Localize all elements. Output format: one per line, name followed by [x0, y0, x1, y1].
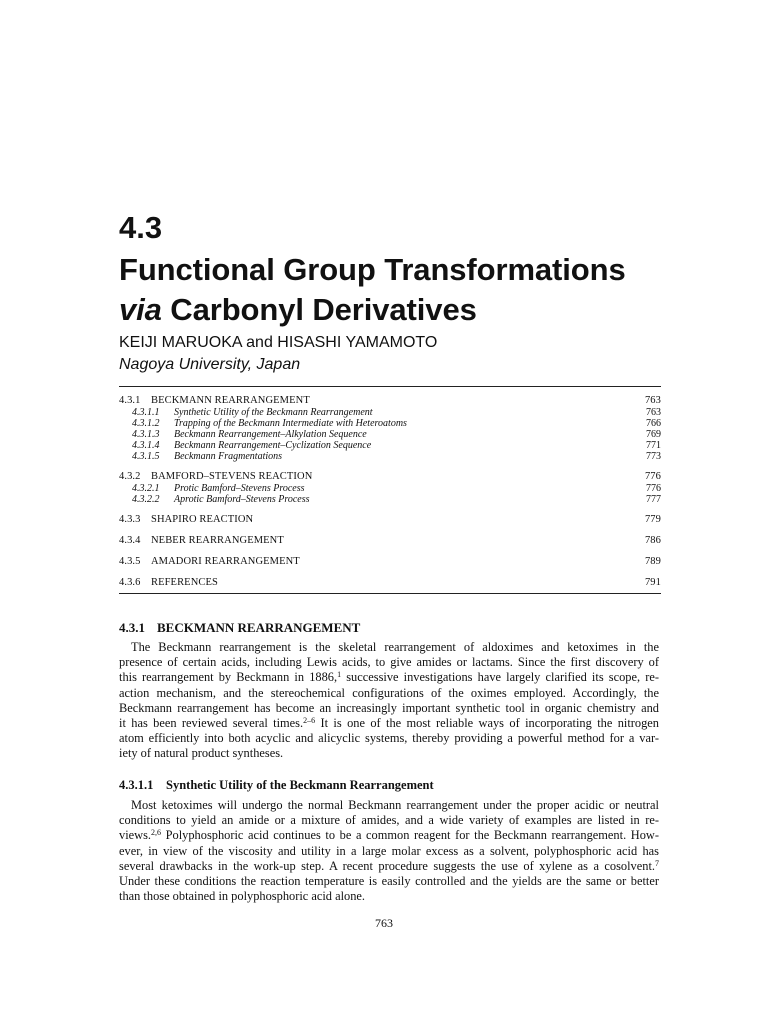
- toc-entry[interactable]: [119, 513, 661, 526]
- toc-subentry[interactable]: 4.3.2.1 Protic Bamford–Stevens Process 776: [132, 483, 661, 494]
- toc-page-number: 789: [644, 556, 661, 567]
- subsection-paragraph: Most ketoximes will undergo the normal Beckmann rearrangement under the proper acidic or neutral conditions to yield an amide or a mixture of amides, and a wide variety of examples are listed in re- views.$^{2,6}$ Polyphosphoric acid continues to be a common reagent for the Beckmann rearrangement. How- ever, in view of the viscosity and utility in a large molar excess as a solvent, polyphosphoric acid has several drawbacks in the work-up step. A recent procedure suggests the use of xylene as a cosolvent.$^7$ Under these conditions the reaction temperature is easily controlled and the yields are the same or better than those obtained in polyphosphoric acid alone.: [119, 798, 659, 904]
- chapter-number: 4.3: [119, 210, 163, 245]
- chapter-title-italic-word: via: [119, 292, 162, 327]
- toc-entry-label: 4.3.1 BECKMANN REARRANGEMENT: [119, 395, 310, 406]
- toc-subentry[interactable]: 4.3.1.2 Trapping of the Beckmann Intermediate with Heteroatoms 766: [132, 418, 661, 429]
- toc-entry[interactable]: [119, 470, 661, 483]
- toc-page-number: 771: [646, 440, 661, 451]
- section-heading: 4.3.1 BECKMANN REARRANGEMENT: [119, 620, 361, 635]
- toc-page-number: 776: [644, 471, 661, 482]
- subsection-heading: 4.3.1.1 Synthetic Utility of the Beckmann Rearrangement: [119, 778, 434, 792]
- chapter-title-line-2: [119, 290, 626, 330]
- chapter-title: [119, 250, 626, 330]
- toc-subentry[interactable]: 4.3.1.1 Synthetic Utility of the Beckmann Rearrangement 763: [132, 407, 661, 418]
- page-number: 763: [375, 916, 393, 930]
- toc-page-number: 763: [646, 407, 661, 418]
- toc-entry-label: 4.3.5 AMADORI REARRANGEMENT: [119, 556, 300, 567]
- toc-entry[interactable]: [119, 555, 661, 568]
- toc-subentry[interactable]: 4.3.2.2 Aprotic Bamford–Stevens Process 777: [132, 494, 661, 505]
- toc-page-number: 779: [644, 514, 661, 525]
- toc-subentry[interactable]: 4.3.1.4 Beckmann Rearrangement–Cyclization Sequence 771: [132, 440, 661, 451]
- chapter-title-line-2-rest: Carbonyl Derivatives: [161, 292, 477, 327]
- authors: KEIJI MARUOKA and HISASHI YAMAMOTO: [119, 334, 438, 351]
- toc-entry-label: 4.3.6 REFERENCES: [119, 577, 218, 588]
- toc-page-number: 766: [646, 418, 661, 429]
- table-of-contents: [119, 386, 661, 594]
- citation-superscript: 1: [337, 670, 342, 680]
- toc-subentry[interactable]: 4.3.1.3 Beckmann Rearrangement–Alkylation Sequence 769: [132, 429, 661, 440]
- chapter-title-line-1: Functional Group Transformations: [119, 252, 626, 287]
- toc-entry[interactable]: [119, 394, 661, 407]
- toc-page-number: 773: [646, 451, 661, 462]
- toc-page-number: 776: [646, 483, 661, 494]
- toc-entry-label: 4.3.4 NEBER REARRANGEMENT: [119, 535, 284, 546]
- toc-page-number: 777: [646, 494, 661, 505]
- toc-entry[interactable]: [119, 534, 661, 547]
- toc-page-number: 791: [644, 577, 661, 588]
- citation-superscript: 2,6: [151, 828, 162, 838]
- section-paragraph: The Beckmann rearrangement is the skeletal rearrangement of aldoximes and ketoximes in the presence of certain acids, including Lewis acids, to give amides or lactams. Since the first discovery of this rearrangement by Beckmann in 1886,$^1$ successive investigations have largely clarified its scope, re- action mechanism, and the stereochemical configurations of the oximes employed. Accordingly, the Beckmann rearrangement has become an increasingly important synthetic tool in organic chemistry and it has been reviewed several times.$^{2-6}$ It is one of the most reliable ways of incorporating the nitrogen atom efficiently into both acyclic and alicyclic systems, thereby providing a powerful method for a var- iety of natural product syntheses.: [119, 640, 659, 761]
- citation-superscript: 7: [655, 858, 659, 868]
- affiliation: Nagoya University, Japan: [119, 356, 301, 373]
- toc-page-number: 786: [644, 535, 661, 546]
- toc-page-number: 763: [644, 395, 661, 406]
- toc-entry-label: 4.3.2 BAMFORD–STEVENS REACTION: [119, 471, 313, 482]
- toc-subentry[interactable]: 4.3.1.5 Beckmann Fragmentations 773: [132, 451, 661, 462]
- toc-page-number: 769: [646, 429, 661, 440]
- toc-entry-label: 4.3.3 SHAPIRO REACTION: [119, 514, 254, 525]
- citation-superscript: 2–6: [303, 716, 316, 726]
- toc-entry[interactable]: [119, 576, 661, 589]
